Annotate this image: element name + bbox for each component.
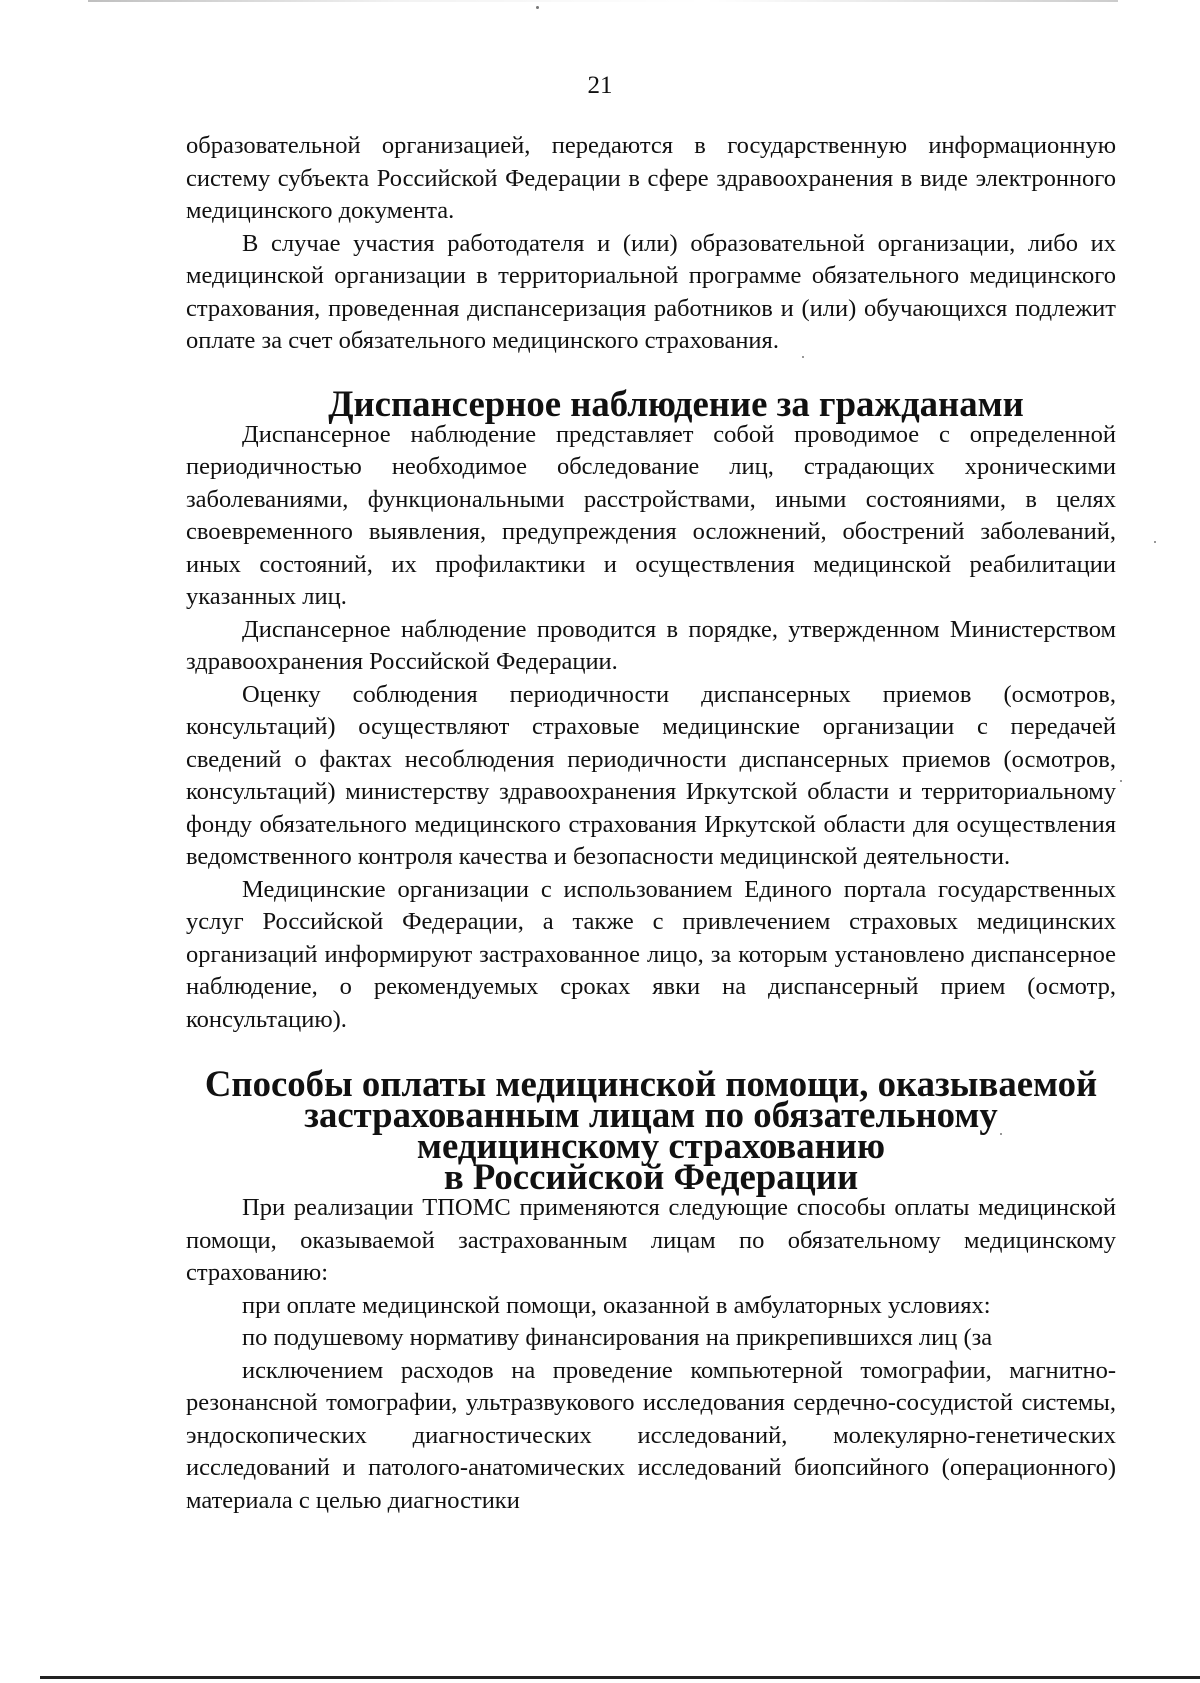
scan-speck — [1154, 541, 1156, 543]
paragraph-dispensary-procedure: Диспансерное наблюдение проводится в порядке, утвержденном Министерством здравоохранения Российской Федерации. — [186, 615, 1116, 675]
paragraph-payment-intro: При реализации ТПОМС применяются следующие способы оплаты медицинской помощи, оказываемой застрахованным лицам по обязательному медицинскому страхованию: — [186, 1194, 1116, 1286]
paragraph-exclusions: исключением расходов на проведение компьютерной томографии, магнитно-резонансной томографии, ультразвукового исследования сердечно-сосудистой системы, эндоскопических диагностических исследований, молекулярно-генетических исследований и патолого-анатомических исследований биопсийного (операционного) материала с целью диагностики — [186, 1356, 1116, 1514]
paragraph-continuation: образовательной организацией, передаются в государственную информационную систему субъекта Российской Федерации в сфере здравоохранения в виде электронного медицинского документа. — [186, 132, 1116, 224]
page-body — [186, 130, 1116, 1517]
paragraph-employer-participation: В случае участия работодателя и (или) образовательной организации, либо их медицинской организации в территориальной программе обязательного медицинского страхования, проведенная диспансеризация работников и (или) обучающихся подлежит оплате за счет обязательного медицинского страхования. — [186, 229, 1116, 354]
scan-edge-bottom — [40, 1676, 1200, 1679]
scan-speck — [1000, 1133, 1002, 1135]
page-number: 21 — [587, 72, 613, 99]
paragraph-dispensary-definition: Диспансерное наблюдение представляет собой проводимое с определенной периодичностью необходимое обследование лиц, страдающих хроническими заболеваниями, функциональными расстройствами, иными состояниями, в целях своевременного выявления, предупреждения осложнений, обострений заболеваний, иных состояний, их профилактики и осуществления медицинской реабилитации указанных лиц. — [186, 420, 1116, 610]
scan-edge-top — [88, 0, 1118, 2]
paragraph-dispensary-notification: Медицинские организации с использованием Единого портала государственных услуг Российской Федерации, а также с привлечением страховых медицинских организаций информируют застрахованное лицо, за которым установлено диспансерное наблюдение, о рекомендуемых сроках явки на диспансерный прием (осмотр, консультацию). — [186, 875, 1116, 1033]
scan-speck — [536, 6, 539, 9]
scan-speck — [1120, 780, 1122, 782]
section-heading-dispensary: Диспансерное наблюдение за гражданами — [328, 382, 1024, 424]
section-heading-payment — [186, 1063, 1116, 1197]
scan-speck — [802, 356, 804, 358]
paragraph-per-capita-standard: по подушевому нормативу финансирования на прикрепившихся лиц (за — [242, 1324, 993, 1351]
section-heading-payment-line-2: застрахованным лицам по обязательному медицинскому страхованию — [304, 1094, 998, 1166]
paragraph-dispensary-assessment: Оценку соблюдения периодичности диспансерных приемов (осмотров, консультаций) осуществляют страховые медицинские организации с передачей сведений о фактах несоблюдения периодичности диспансерных приемов (осмотров, консультаций) министерству здравоохранения Иркутской области и территориальному фонду обязательного медицинского страхования Иркутской области для осуществления ведомственного контроля качества и безопасности медицинской деятельности. — [186, 680, 1116, 870]
section-heading-payment-line-3: в Российской Федерации — [443, 1156, 859, 1197]
paragraph-outpatient-payment: при оплате медицинской помощи, оказанной в амбулаторных условиях: — [242, 1291, 991, 1319]
section-heading-payment-line-1: Способы оплаты медицинской помощи, оказываемой — [204, 1063, 1098, 1104]
